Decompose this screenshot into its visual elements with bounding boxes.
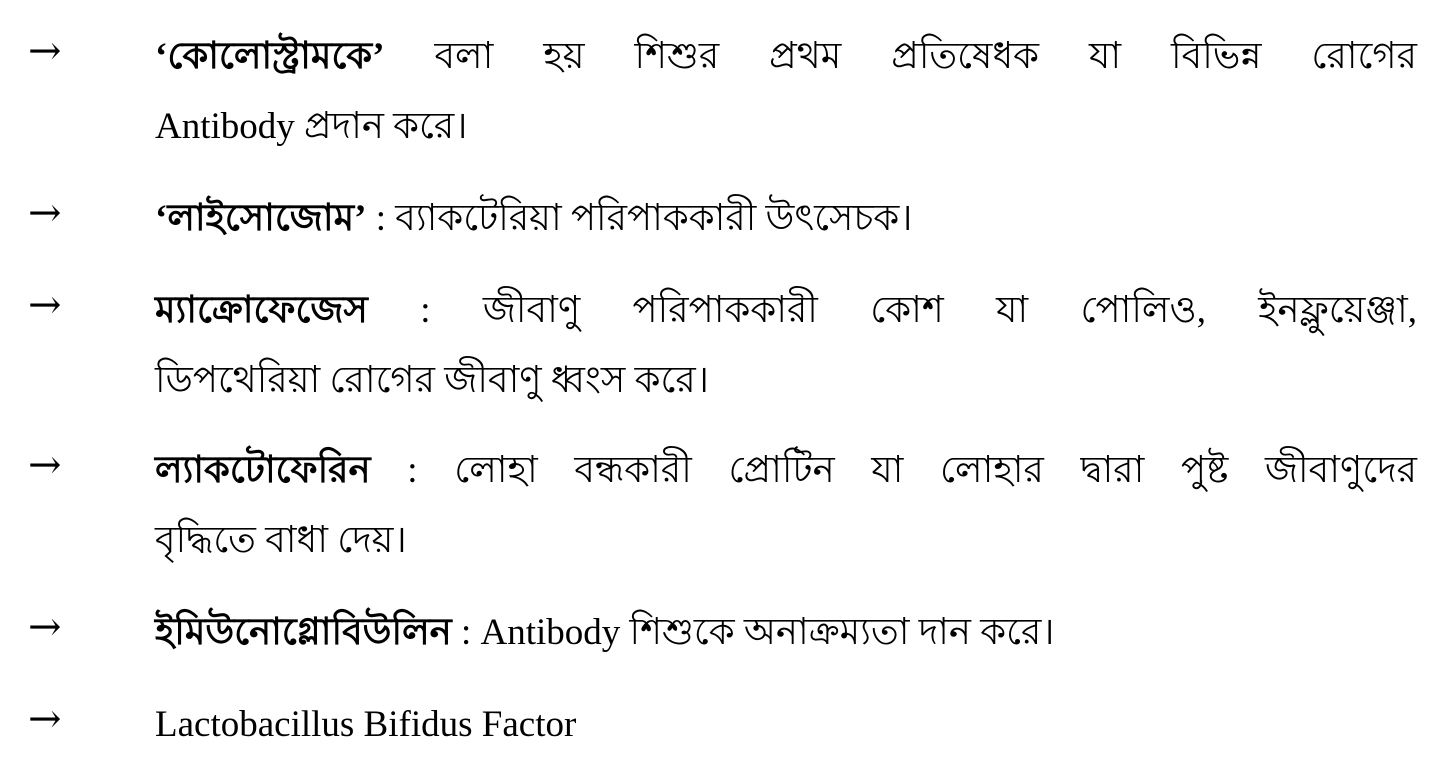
list-item-line xyxy=(155,22,1417,92)
list-item-line xyxy=(155,436,1417,506)
arrow-bullet-icon: → xyxy=(28,28,62,74)
term-heading: ইমিউনোগ্লোবিউলিন xyxy=(155,612,452,653)
list-item-line xyxy=(155,598,1417,668)
term-heading: ল্যাকটোফেরিন xyxy=(155,450,371,491)
list-item-text xyxy=(155,690,1417,760)
term-description: বলা হয় শিশুর প্রথম প্রতিষেধক যা বিভিন্ন রোগের xyxy=(384,36,1417,77)
list-item-text xyxy=(155,276,1417,416)
term-heading: ‘লাইসোজোম’ xyxy=(155,198,367,239)
term-description: : জীবাণু পরিপাককারী কোশ যা পোলিও, ইনফ্লুয়েঞ্জা, xyxy=(367,290,1417,331)
term-description: : লোহা বন্ধকারী প্রোটিন যা লোহার দ্বারা পুষ্ট জীবাণুদের xyxy=(370,450,1417,491)
list-item-line xyxy=(155,276,1417,346)
term-description: : ব্যাকটেরিয়া পরিপাককারী উৎসেচক। xyxy=(366,198,913,239)
arrow-bullet-icon: → xyxy=(28,282,62,328)
list-item-text xyxy=(155,598,1417,668)
list-item-line: Lactobacillus Bifidus Factor xyxy=(155,704,577,745)
list-item-line-continued: Antibody প্রদান করে। xyxy=(155,106,468,147)
term-heading: ম্যাক্রোফেজেস xyxy=(155,290,368,331)
list-item-line-continued: ডিপথেরিয়া রোগের জীবাণু ধ্বংস করে। xyxy=(155,360,709,401)
list-item-line xyxy=(155,184,1417,254)
term-description: : Antibody শিশুকে অনাক্রম্যতা দান করে। xyxy=(451,612,1055,653)
arrow-bullet-icon: → xyxy=(28,604,62,650)
list-item-text xyxy=(155,184,1417,254)
arrow-bullet-icon: → xyxy=(28,442,62,488)
list-item-line-continued: বৃদ্ধিতে বাধা দেয়। xyxy=(155,520,407,561)
list-item-text xyxy=(155,436,1417,576)
arrow-bullet-icon: → xyxy=(28,696,62,742)
term-heading: ‘কোলোস্ট্রামকে’ xyxy=(155,36,385,77)
list-item-text xyxy=(155,22,1417,162)
arrow-bullet-icon: → xyxy=(28,190,62,236)
